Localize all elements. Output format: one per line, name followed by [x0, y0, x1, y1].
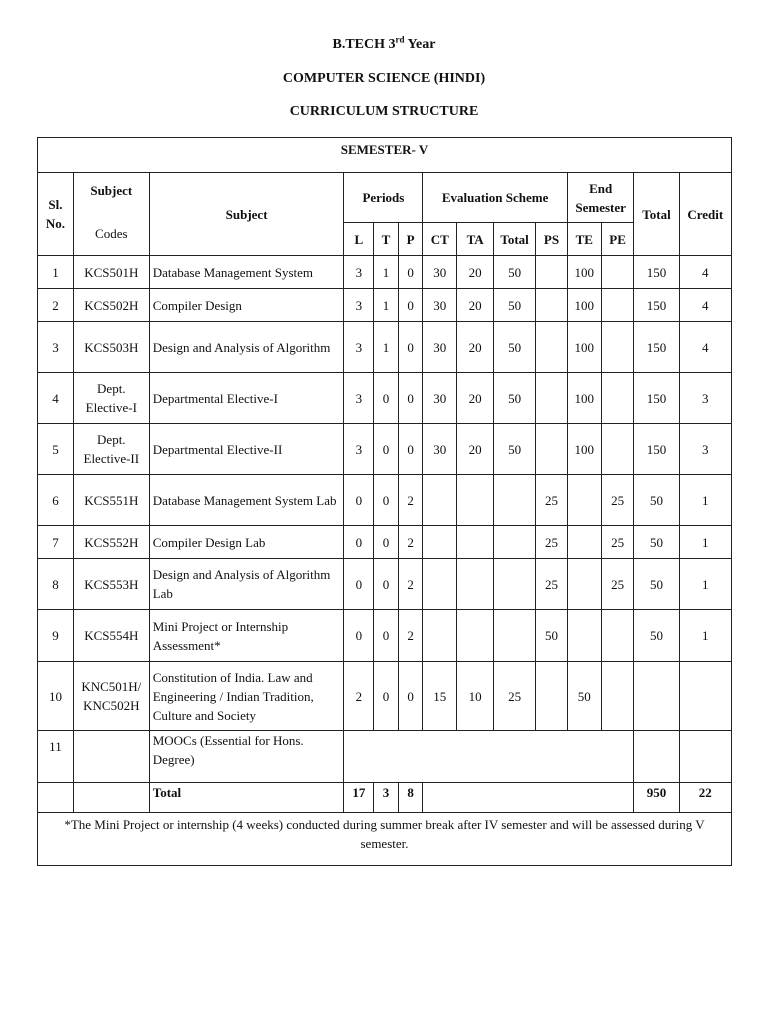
- row-L: 0: [344, 475, 374, 526]
- row-L: 3: [344, 322, 374, 373]
- col-codes-bottom: Codes: [95, 226, 128, 241]
- title-suffix: Year: [404, 37, 436, 52]
- col-evaluation-header: Evaluation Scheme: [423, 173, 567, 223]
- totals-row: [38, 783, 732, 813]
- row-sl: 7: [38, 526, 74, 559]
- col-TA: TA: [457, 223, 494, 256]
- row-eval-total: 50: [494, 256, 536, 289]
- row-subject: Database Management System Lab: [149, 475, 344, 526]
- row-T: 0: [374, 373, 399, 424]
- row-T: 0: [374, 559, 399, 610]
- row-eval-total: [494, 526, 536, 559]
- col-total-header: Total: [634, 173, 679, 256]
- row-PS: [536, 322, 568, 373]
- footnote-row: [38, 813, 732, 866]
- table-row: [38, 526, 732, 559]
- row-CT: [423, 526, 457, 559]
- row-subject: MOOCs (Essential for Hons. Degree): [149, 731, 344, 783]
- row-PE: 25: [601, 526, 634, 559]
- row-eval-total: 50: [494, 373, 536, 424]
- row-T: 0: [374, 662, 399, 731]
- row-TE: [567, 526, 601, 559]
- row-sl: 10: [38, 662, 74, 731]
- row-P: 0: [398, 424, 423, 475]
- col-codes-header: [73, 173, 149, 256]
- row-PS: [536, 662, 568, 731]
- title-prefix: B.TECH 3: [332, 37, 396, 52]
- row-L: 2: [344, 662, 374, 731]
- row-P: 0: [398, 373, 423, 424]
- row-T: 1: [374, 256, 399, 289]
- row-eval-total: [494, 559, 536, 610]
- row-L: 3: [344, 256, 374, 289]
- row-subject: Design and Analysis of Algorithm Lab: [149, 559, 344, 610]
- col-TE: TE: [567, 223, 601, 256]
- row-CT: 15: [423, 662, 457, 731]
- row-total: 150: [634, 424, 679, 475]
- row-P: 0: [398, 289, 423, 322]
- row-CT: 30: [423, 373, 457, 424]
- row-TA: [457, 610, 494, 662]
- row-PS: 25: [536, 475, 568, 526]
- table-row: [38, 373, 732, 424]
- title-superscript: rd: [395, 34, 405, 45]
- row-PS: 25: [536, 526, 568, 559]
- footnote: *The Mini Project or internship (4 weeks) conducted during summer break after IV semester and will be assessed during V semester.: [38, 813, 732, 866]
- row-PE: [601, 373, 634, 424]
- title-line-3: CURRICULUM STRUCTURE: [289, 104, 479, 119]
- row-eval-total: 25: [494, 662, 536, 731]
- row-PS: [536, 424, 568, 475]
- row-TA: [457, 559, 494, 610]
- row-total: 150: [634, 322, 679, 373]
- row-L: 0: [344, 610, 374, 662]
- row-code: Dept. Elective-II: [73, 424, 149, 475]
- row-L: 3: [344, 424, 374, 475]
- row-code: KCS501H: [73, 256, 149, 289]
- row-CT: [423, 610, 457, 662]
- totals-P: 8: [398, 783, 423, 813]
- row-P: 2: [398, 526, 423, 559]
- row-credit: 4: [679, 256, 731, 289]
- col-PS: PS: [536, 223, 568, 256]
- totals-label: Total: [149, 783, 344, 813]
- row-subject: Mini Project or Internship Assessment*: [149, 610, 344, 662]
- row-subject: Database Management System: [149, 256, 344, 289]
- row-total: 150: [634, 289, 679, 322]
- row-P: 0: [398, 322, 423, 373]
- row-subject: Design and Analysis of Algorithm: [149, 322, 344, 373]
- row-credit: 1: [679, 559, 731, 610]
- col-PE: PE: [601, 223, 634, 256]
- row-PE: [601, 424, 634, 475]
- row-L: 3: [344, 289, 374, 322]
- row-code: KCS553H: [73, 559, 149, 610]
- row-TE: [567, 475, 601, 526]
- row-subject: Compiler Design Lab: [149, 526, 344, 559]
- row-P: 0: [398, 256, 423, 289]
- row-CT: [423, 559, 457, 610]
- row-PS: [536, 373, 568, 424]
- row-total: 50: [634, 559, 679, 610]
- row-PS: 50: [536, 610, 568, 662]
- totals-T: 3: [374, 783, 399, 813]
- row-T: 1: [374, 322, 399, 373]
- row-T: 0: [374, 475, 399, 526]
- row-subject: Constitution of India. Law and Engineering / Indian Tradition, Culture and Society: [149, 662, 344, 731]
- row-TA: 20: [457, 424, 494, 475]
- row-eval-total: 50: [494, 424, 536, 475]
- row-P: 2: [398, 559, 423, 610]
- row-code: KCS551H: [73, 475, 149, 526]
- row-credit: 3: [679, 373, 731, 424]
- row-total: [634, 731, 679, 783]
- row-total: 50: [634, 475, 679, 526]
- row-eval-total: [494, 475, 536, 526]
- row-CT: 30: [423, 322, 457, 373]
- table-row: [38, 559, 732, 610]
- row-sl: 9: [38, 610, 74, 662]
- row-CT: [423, 475, 457, 526]
- row-PS: [536, 289, 568, 322]
- row-code: KCS503H: [73, 322, 149, 373]
- row-sl: 1: [38, 256, 74, 289]
- row-total: 150: [634, 373, 679, 424]
- totals-L: 17: [344, 783, 374, 813]
- totals-sl: [38, 783, 74, 813]
- row-TE: 100: [567, 424, 601, 475]
- row-L: 0: [344, 526, 374, 559]
- row-PE: [601, 662, 634, 731]
- row-PE: [601, 610, 634, 662]
- col-T: T: [374, 223, 399, 256]
- row-code: [73, 731, 149, 783]
- row-subject: Departmental Elective-II: [149, 424, 344, 475]
- row-TE: 100: [567, 322, 601, 373]
- row-credit: 3: [679, 424, 731, 475]
- row-empty-span: [344, 731, 634, 783]
- col-CT: CT: [423, 223, 457, 256]
- table-row: [38, 322, 732, 373]
- col-credit-header: Credit: [679, 173, 731, 256]
- col-end-semester-header: End Semester: [567, 173, 634, 223]
- col-P: P: [398, 223, 423, 256]
- semester-title: SEMESTER- V: [38, 138, 732, 173]
- row-code: KNC501H/ KNC502H: [73, 662, 149, 731]
- row-PS: 25: [536, 559, 568, 610]
- row-CT: 30: [423, 289, 457, 322]
- row-credit: 1: [679, 610, 731, 662]
- row-PS: [536, 256, 568, 289]
- table-row: [38, 610, 732, 662]
- table-row: [38, 289, 732, 322]
- row-T: 0: [374, 610, 399, 662]
- totals-empty-span: [423, 783, 634, 813]
- totals-code: [73, 783, 149, 813]
- row-subject: Compiler Design: [149, 289, 344, 322]
- title-line-2: COMPUTER SCIENCE (HINDI): [282, 71, 486, 86]
- row-credit: [679, 662, 731, 731]
- row-total: 150: [634, 256, 679, 289]
- title-line-1: [0, 34, 768, 53]
- row-subject: Departmental Elective-I: [149, 373, 344, 424]
- row-code: KCS552H: [73, 526, 149, 559]
- curriculum-table: [37, 137, 732, 866]
- row-sl: 2: [38, 289, 74, 322]
- row-code: KCS554H: [73, 610, 149, 662]
- row-PE: 25: [601, 475, 634, 526]
- row-total: 50: [634, 610, 679, 662]
- table-row: [38, 475, 732, 526]
- row-sl: 3: [38, 322, 74, 373]
- row-TE: [567, 610, 601, 662]
- row-total: 50: [634, 526, 679, 559]
- row-TA: [457, 526, 494, 559]
- row-sl: 4: [38, 373, 74, 424]
- row-code: KCS502H: [73, 289, 149, 322]
- table-row: [38, 424, 732, 475]
- row-sl: 5: [38, 424, 74, 475]
- row-CT: 30: [423, 424, 457, 475]
- row-credit: 1: [679, 526, 731, 559]
- row-eval-total: [494, 610, 536, 662]
- totals-credit: 22: [679, 783, 731, 813]
- table-row: [38, 256, 732, 289]
- row-T: 1: [374, 289, 399, 322]
- row-TA: 10: [457, 662, 494, 731]
- row-TA: 20: [457, 322, 494, 373]
- table-row: [38, 731, 732, 783]
- row-credit: [679, 731, 731, 783]
- row-TE: 100: [567, 256, 601, 289]
- row-TE: [567, 559, 601, 610]
- row-eval-total: 50: [494, 289, 536, 322]
- row-PE: [601, 322, 634, 373]
- row-code: Dept. Elective-I: [73, 373, 149, 424]
- row-TE: 100: [567, 373, 601, 424]
- table-row: [38, 662, 732, 731]
- row-P: 2: [398, 610, 423, 662]
- totals-total: 950: [634, 783, 679, 813]
- col-L: L: [344, 223, 374, 256]
- row-CT: 30: [423, 256, 457, 289]
- row-P: 2: [398, 475, 423, 526]
- row-TA: [457, 475, 494, 526]
- col-sl-header: Sl. No.: [38, 173, 74, 256]
- row-credit: 4: [679, 322, 731, 373]
- row-L: 0: [344, 559, 374, 610]
- row-T: 0: [374, 526, 399, 559]
- row-credit: 4: [679, 289, 731, 322]
- row-TA: 20: [457, 373, 494, 424]
- row-TE: 50: [567, 662, 601, 731]
- row-sl: 6: [38, 475, 74, 526]
- row-PE: [601, 289, 634, 322]
- row-sl: 8: [38, 559, 74, 610]
- col-periods-header: Periods: [344, 173, 423, 223]
- row-eval-total: 50: [494, 322, 536, 373]
- subject-rows: [38, 256, 732, 731]
- row-TA: 20: [457, 289, 494, 322]
- row-credit: 1: [679, 475, 731, 526]
- row-total: [634, 662, 679, 731]
- row-PE: 25: [601, 559, 634, 610]
- row-sl: 11: [38, 731, 74, 783]
- semester-row: [38, 138, 732, 173]
- col-eval-total: Total: [494, 223, 536, 256]
- row-TA: 20: [457, 256, 494, 289]
- col-subject-header: Subject: [149, 173, 344, 256]
- row-P: 0: [398, 662, 423, 731]
- col-codes-top: Subject: [90, 183, 133, 198]
- header-row-1: [38, 173, 732, 223]
- row-TE: 100: [567, 289, 601, 322]
- row-PE: [601, 256, 634, 289]
- row-T: 0: [374, 424, 399, 475]
- row-L: 3: [344, 373, 374, 424]
